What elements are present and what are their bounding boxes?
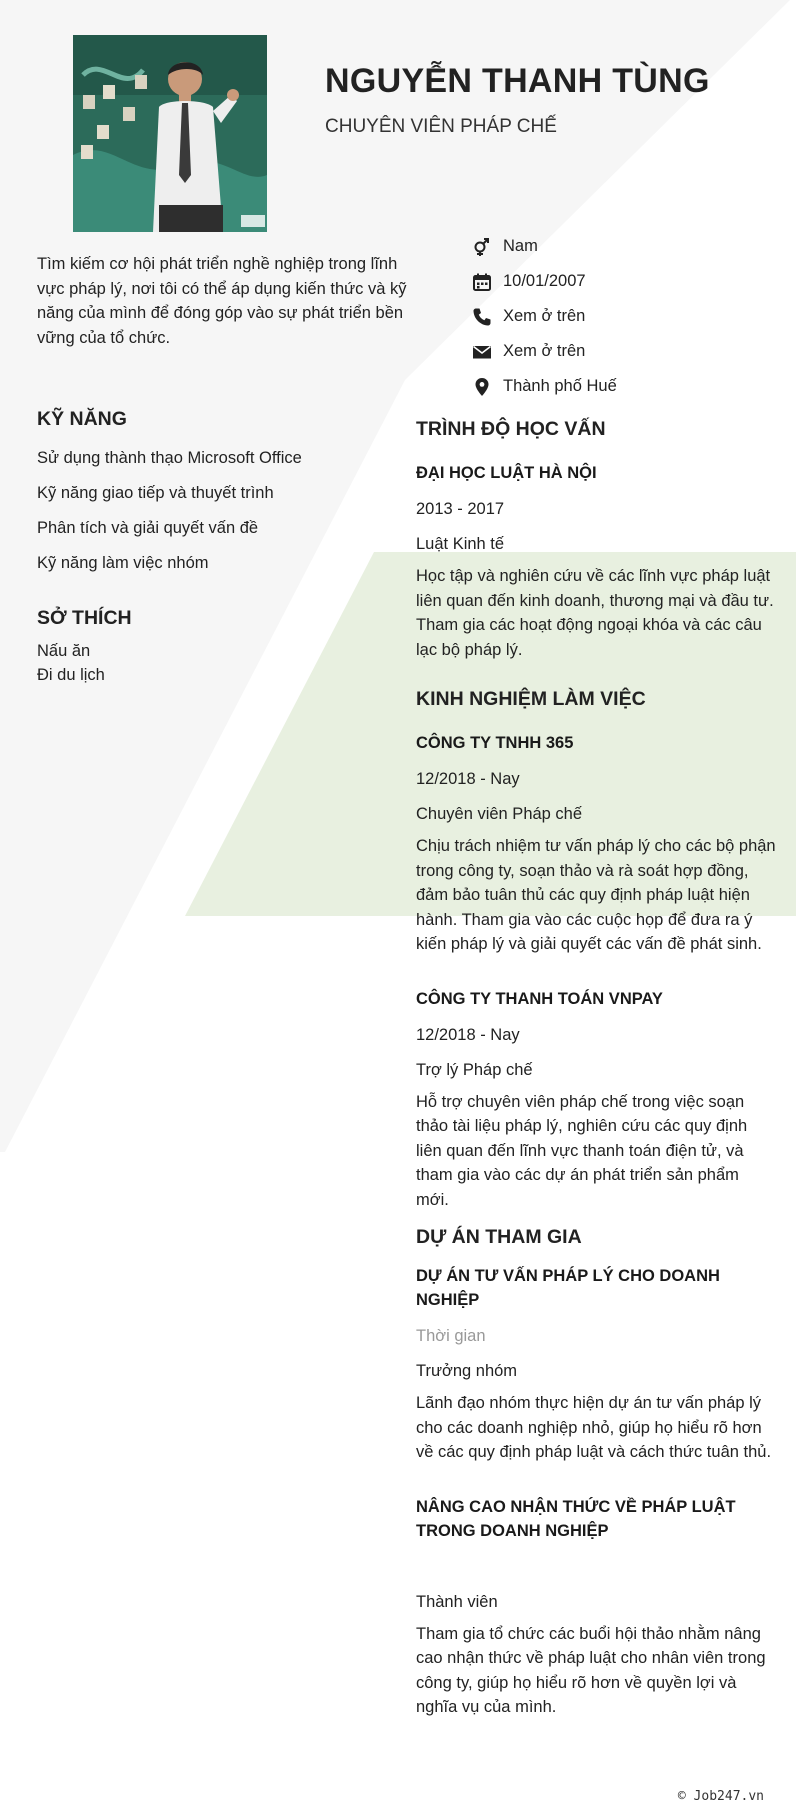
job-company: CÔNG TY TNHH 365 — [416, 734, 574, 752]
contact-list — [471, 229, 617, 404]
education-heading: TRÌNH ĐỘ HỌC VẤN — [416, 418, 606, 440]
project-description: Lãnh đạo nhóm thực hiện dự án tư vấn pháp lý cho các doanh nghiệp nhỏ, giúp họ hiểu rõ hơn về các quy định pháp luật và cách thức tuân thủ. — [416, 1394, 772, 1461]
hobby-item: Đi du lịch — [37, 666, 105, 684]
school-name: ĐẠI HỌC LUẬT HÀ NỘI — [416, 464, 597, 482]
project-description: Tham gia tổ chức các buổi hội thảo nhằm nâng cao nhận thức về pháp luật cho nhân viên trong công ty, giúp họ hiểu rõ hơn về quyền lợi và nghĩa vụ của mình. — [416, 1624, 766, 1716]
birthday-value: 10/01/2007 — [503, 272, 586, 290]
project-name: NÂNG CAO NHẬN THỨC VỀ PHÁP LUẬT TRONG DOANH NGHIỆP — [416, 1497, 736, 1540]
job-period: 12/2018 - Nay — [416, 770, 520, 788]
skills-heading: KỸ NĂNG — [37, 408, 127, 430]
project-name: DỰ ÁN TƯ VẤN PHÁP LÝ CHO DOANH NGHIỆP — [416, 1267, 720, 1309]
phone-value: Xem ở trên — [503, 307, 586, 325]
calendar-icon — [471, 271, 493, 293]
projects-section — [416, 1226, 776, 1720]
education-section — [416, 418, 776, 662]
job-position: Trợ lý Pháp chế — [416, 1060, 533, 1079]
project-role: Thành viên — [416, 1592, 498, 1611]
experience-section — [416, 688, 776, 1212]
location-pin-icon — [471, 376, 493, 398]
project-role: Trưởng nhóm — [416, 1362, 518, 1380]
profile-photo — [73, 35, 267, 232]
job-description: Chịu trách nhiệm tư vấn pháp lý cho các bộ phận trong công ty, soạn thảo và rà soát hợp đồng, đảm bảo tuân thủ các quy định pháp luật hiện hành. Tham gia vào các cuộc họp để đưa ra ý kiến pháp lý và giải quyết các vấn đề phát sinh. — [416, 837, 776, 953]
skills-list — [37, 441, 377, 581]
candidate-name: NGUYỄN THANH TÙNG — [325, 62, 710, 100]
experience-heading: KINH NGHIỆM LÀM VIỆC — [416, 688, 646, 710]
contact-birthday — [471, 264, 617, 299]
candidate-title: CHUYÊN VIÊN PHÁP CHẾ — [325, 116, 557, 137]
job-description: Hỗ trợ chuyên viên pháp chế trong việc soạn thảo tài liệu pháp lý, nghiên cứu các quy định liên quan đến lĩnh vực thanh toán điện tử, và tham gia vào các dự án phát triển sản phẩm mới. — [416, 1092, 748, 1209]
job-entry — [416, 731, 776, 957]
contact-phone — [471, 299, 617, 334]
education-period: 2013 - 2017 — [416, 500, 505, 518]
project-entry — [416, 1264, 776, 1465]
skill-item: Sử dụng thành thạo Microsoft Office — [37, 449, 302, 467]
contact-email — [471, 334, 617, 369]
projects-heading: DỰ ÁN THAM GIA — [416, 1226, 582, 1248]
address-value: Thành phố Huế — [503, 377, 617, 395]
hobby-item: Nấu ăn — [37, 642, 91, 660]
email-value: Xem ở trên — [503, 342, 586, 360]
left-column — [37, 408, 377, 687]
skill-item: Kỹ năng làm việc nhóm — [37, 554, 209, 572]
mail-icon — [471, 341, 493, 363]
career-objective: Tìm kiếm cơ hội phát triển nghề nghiệp trong lĩnh vực pháp lý, nơi tôi có thể áp dụng kiến thức và kỹ năng của mình để đóng góp vào sự phát triển bền vững của tổ chức. — [37, 255, 407, 347]
hobbies-heading: SỞ THÍCH — [37, 607, 132, 629]
contact-gender — [471, 229, 617, 264]
skill-item: Kỹ năng giao tiếp và thuyết trình — [37, 484, 274, 502]
project-entry — [416, 1495, 776, 1720]
phone-icon — [471, 306, 493, 328]
right-column — [416, 418, 776, 1720]
project-period — [416, 1555, 776, 1579]
skill-item: Phân tích và giải quyết vấn đề — [37, 519, 259, 537]
footer-copyright: © Job247.vn — [677, 1789, 764, 1804]
hobbies-list — [37, 639, 377, 687]
education-major: Luật Kinh tế — [416, 535, 505, 553]
avatar — [73, 35, 267, 232]
job-period: 12/2018 - Nay — [416, 1025, 520, 1044]
gender-icon — [471, 236, 493, 258]
education-description: Học tập và nghiên cứu về các lĩnh vực pháp luật liên quan đến kinh doanh, thương mại và đầu tư. Tham gia các hoạt động ngoại khóa và các câu lạc bộ pháp lý. — [416, 567, 774, 659]
job-position: Chuyên viên Pháp chế — [416, 805, 583, 823]
contact-address — [471, 369, 617, 404]
job-entry — [416, 987, 776, 1213]
project-period: Thời gian — [416, 1327, 486, 1345]
gender-value: Nam — [503, 237, 538, 255]
job-company: CÔNG TY THANH TOÁN VNPAY — [416, 989, 663, 1008]
